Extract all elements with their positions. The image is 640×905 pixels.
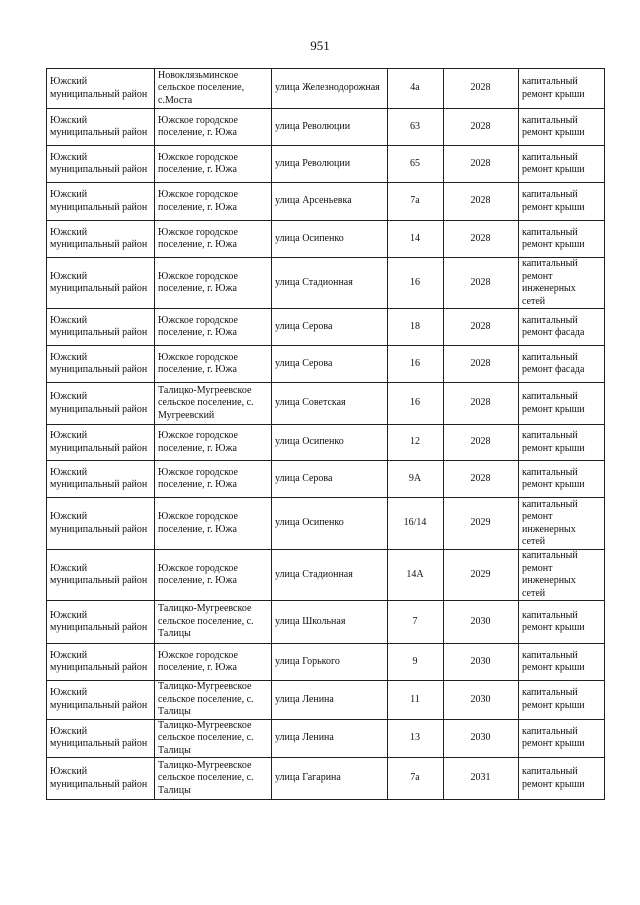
year-cell: 2030 (444, 681, 519, 720)
house-cell: 16/14 (388, 498, 444, 550)
work-cell: капитальный ремонт крыши (519, 183, 605, 221)
house-cell: 13 (388, 719, 444, 758)
district-cell: Южский муниципальный район (47, 461, 155, 498)
year-cell: 2028 (444, 258, 519, 309)
street-cell: улица Осипенко (272, 425, 388, 461)
house-cell: 16 (388, 383, 444, 425)
work-cell: капитальный ремонт инженерных сетей (519, 550, 605, 601)
year-cell: 2028 (444, 109, 519, 146)
house-cell: 65 (388, 146, 444, 183)
year-cell: 2028 (444, 425, 519, 461)
street-cell: улица Школьная (272, 601, 388, 644)
table-row (47, 644, 605, 681)
district-cell: Южский муниципальный район (47, 719, 155, 758)
settlement-cell: Талицко-Мугреевское сельское поселение, с. Талицы (155, 719, 272, 758)
settlement-cell: Южское городское поселение, г. Южа (155, 221, 272, 258)
street-cell: улица Ленина (272, 681, 388, 720)
street-cell: улица Советская (272, 383, 388, 425)
street-cell: улица Стадионная (272, 258, 388, 309)
house-cell: 14А (388, 550, 444, 601)
settlement-cell: Талицко-Мугреевское сельское поселение, с. Талицы (155, 758, 272, 800)
settlement-cell: Южское городское поселение, г. Южа (155, 309, 272, 346)
settlement-cell: Южское городское поселение, г. Южа (155, 550, 272, 601)
table-row (47, 601, 605, 644)
year-cell: 2028 (444, 461, 519, 498)
house-cell: 18 (388, 309, 444, 346)
work-cell: капитальный ремонт крыши (519, 69, 605, 109)
house-cell: 14 (388, 221, 444, 258)
table-row (47, 461, 605, 498)
district-cell: Южский муниципальный район (47, 146, 155, 183)
street-cell: улица Горького (272, 644, 388, 681)
settlement-cell: Южское городское поселение, г. Южа (155, 461, 272, 498)
work-cell: капитальный ремонт крыши (519, 221, 605, 258)
district-cell: Южский муниципальный район (47, 221, 155, 258)
house-cell: 9 (388, 644, 444, 681)
settlement-cell: Южское городское поселение, г. Южа (155, 146, 272, 183)
table-row (47, 498, 605, 550)
year-cell: 2029 (444, 550, 519, 601)
work-cell: капитальный ремонт крыши (519, 146, 605, 183)
table-row (47, 146, 605, 183)
district-cell: Южский муниципальный район (47, 183, 155, 221)
year-cell: 2030 (444, 644, 519, 681)
settlement-cell: Южское городское поселение, г. Южа (155, 644, 272, 681)
year-cell: 2030 (444, 719, 519, 758)
table-row (47, 258, 605, 309)
street-cell: улица Ленина (272, 719, 388, 758)
settlement-cell: Талицко-Мугреевское сельское поселение, с. Мугреевский (155, 383, 272, 425)
table-row (47, 221, 605, 258)
table-row (47, 681, 605, 720)
year-cell: 2029 (444, 498, 519, 550)
settlement-cell: Южское городское поселение, г. Южа (155, 258, 272, 309)
table-row (47, 719, 605, 758)
work-cell: капитальный ремонт крыши (519, 601, 605, 644)
house-cell: 16 (388, 258, 444, 309)
house-cell: 9А (388, 461, 444, 498)
street-cell: улица Арсеньевка (272, 183, 388, 221)
page-number: 951 (310, 38, 330, 53)
repair-schedule-table (46, 68, 605, 800)
settlement-cell: Новоклязьминское сельское поселение, с.Моста (155, 69, 272, 109)
year-cell: 2028 (444, 221, 519, 258)
work-cell: капитальный ремонт крыши (519, 425, 605, 461)
settlement-cell: Южское городское поселение, г. Южа (155, 425, 272, 461)
district-cell: Южский муниципальный район (47, 425, 155, 461)
table-row (47, 309, 605, 346)
district-cell: Южский муниципальный район (47, 346, 155, 383)
house-cell: 11 (388, 681, 444, 720)
street-cell: улица Серова (272, 346, 388, 383)
street-cell: улица Серова (272, 461, 388, 498)
work-cell: капитальный ремонт инженерных сетей (519, 258, 605, 309)
work-cell: капитальный ремонт инженерных сетей (519, 498, 605, 550)
settlement-cell: Южское городское поселение, г. Южа (155, 346, 272, 383)
table-row (47, 383, 605, 425)
street-cell: улица Гагарина (272, 758, 388, 800)
street-cell: улица Революции (272, 146, 388, 183)
district-cell: Южский муниципальный район (47, 644, 155, 681)
street-cell: улица Железнодорожная (272, 69, 388, 109)
year-cell: 2030 (444, 601, 519, 644)
street-cell: улица Осипенко (272, 221, 388, 258)
work-cell: капитальный ремонт крыши (519, 758, 605, 800)
table-row (47, 346, 605, 383)
table-row (47, 109, 605, 146)
street-cell: улица Осипенко (272, 498, 388, 550)
year-cell: 2028 (444, 183, 519, 221)
settlement-cell: Южское городское поселение, г. Южа (155, 109, 272, 146)
district-cell: Южский муниципальный район (47, 601, 155, 644)
house-cell: 16 (388, 346, 444, 383)
table-row (47, 550, 605, 601)
year-cell: 2028 (444, 346, 519, 383)
work-cell: капитальный ремонт крыши (519, 109, 605, 146)
work-cell: капитальный ремонт крыши (519, 383, 605, 425)
district-cell: Южский муниципальный район (47, 681, 155, 720)
year-cell: 2028 (444, 383, 519, 425)
year-cell: 2028 (444, 146, 519, 183)
settlement-cell: Талицко-Мугреевское сельское поселение, с. Талицы (155, 601, 272, 644)
house-cell: 7а (388, 183, 444, 221)
work-cell: капитальный ремонт фасада (519, 346, 605, 383)
table-body (47, 69, 605, 800)
year-cell: 2028 (444, 69, 519, 109)
district-cell: Южский муниципальный район (47, 383, 155, 425)
table-row (47, 183, 605, 221)
house-cell: 63 (388, 109, 444, 146)
street-cell: улица Революции (272, 109, 388, 146)
work-cell: капитальный ремонт крыши (519, 681, 605, 720)
year-cell: 2031 (444, 758, 519, 800)
district-cell: Южский муниципальный район (47, 109, 155, 146)
settlement-cell: Талицко-Мугреевское сельское поселение, с. Талицы (155, 681, 272, 720)
work-cell: капитальный ремонт крыши (519, 719, 605, 758)
table-row (47, 758, 605, 800)
settlement-cell: Южское городское поселение, г. Южа (155, 498, 272, 550)
street-cell: улица Серова (272, 309, 388, 346)
house-cell: 12 (388, 425, 444, 461)
district-cell: Южский муниципальный район (47, 69, 155, 109)
street-cell: улица Стадионная (272, 550, 388, 601)
district-cell: Южский муниципальный район (47, 309, 155, 346)
settlement-cell: Южское городское поселение, г. Южа (155, 183, 272, 221)
work-cell: капитальный ремонт фасада (519, 309, 605, 346)
house-cell: 7а (388, 758, 444, 800)
district-cell: Южский муниципальный район (47, 550, 155, 601)
year-cell: 2028 (444, 309, 519, 346)
house-cell: 4а (388, 69, 444, 109)
district-cell: Южский муниципальный район (47, 258, 155, 309)
house-cell: 7 (388, 601, 444, 644)
table-row (47, 425, 605, 461)
work-cell: капитальный ремонт крыши (519, 461, 605, 498)
work-cell: капитальный ремонт крыши (519, 644, 605, 681)
district-cell: Южский муниципальный район (47, 498, 155, 550)
district-cell: Южский муниципальный район (47, 758, 155, 800)
table-row (47, 69, 605, 109)
